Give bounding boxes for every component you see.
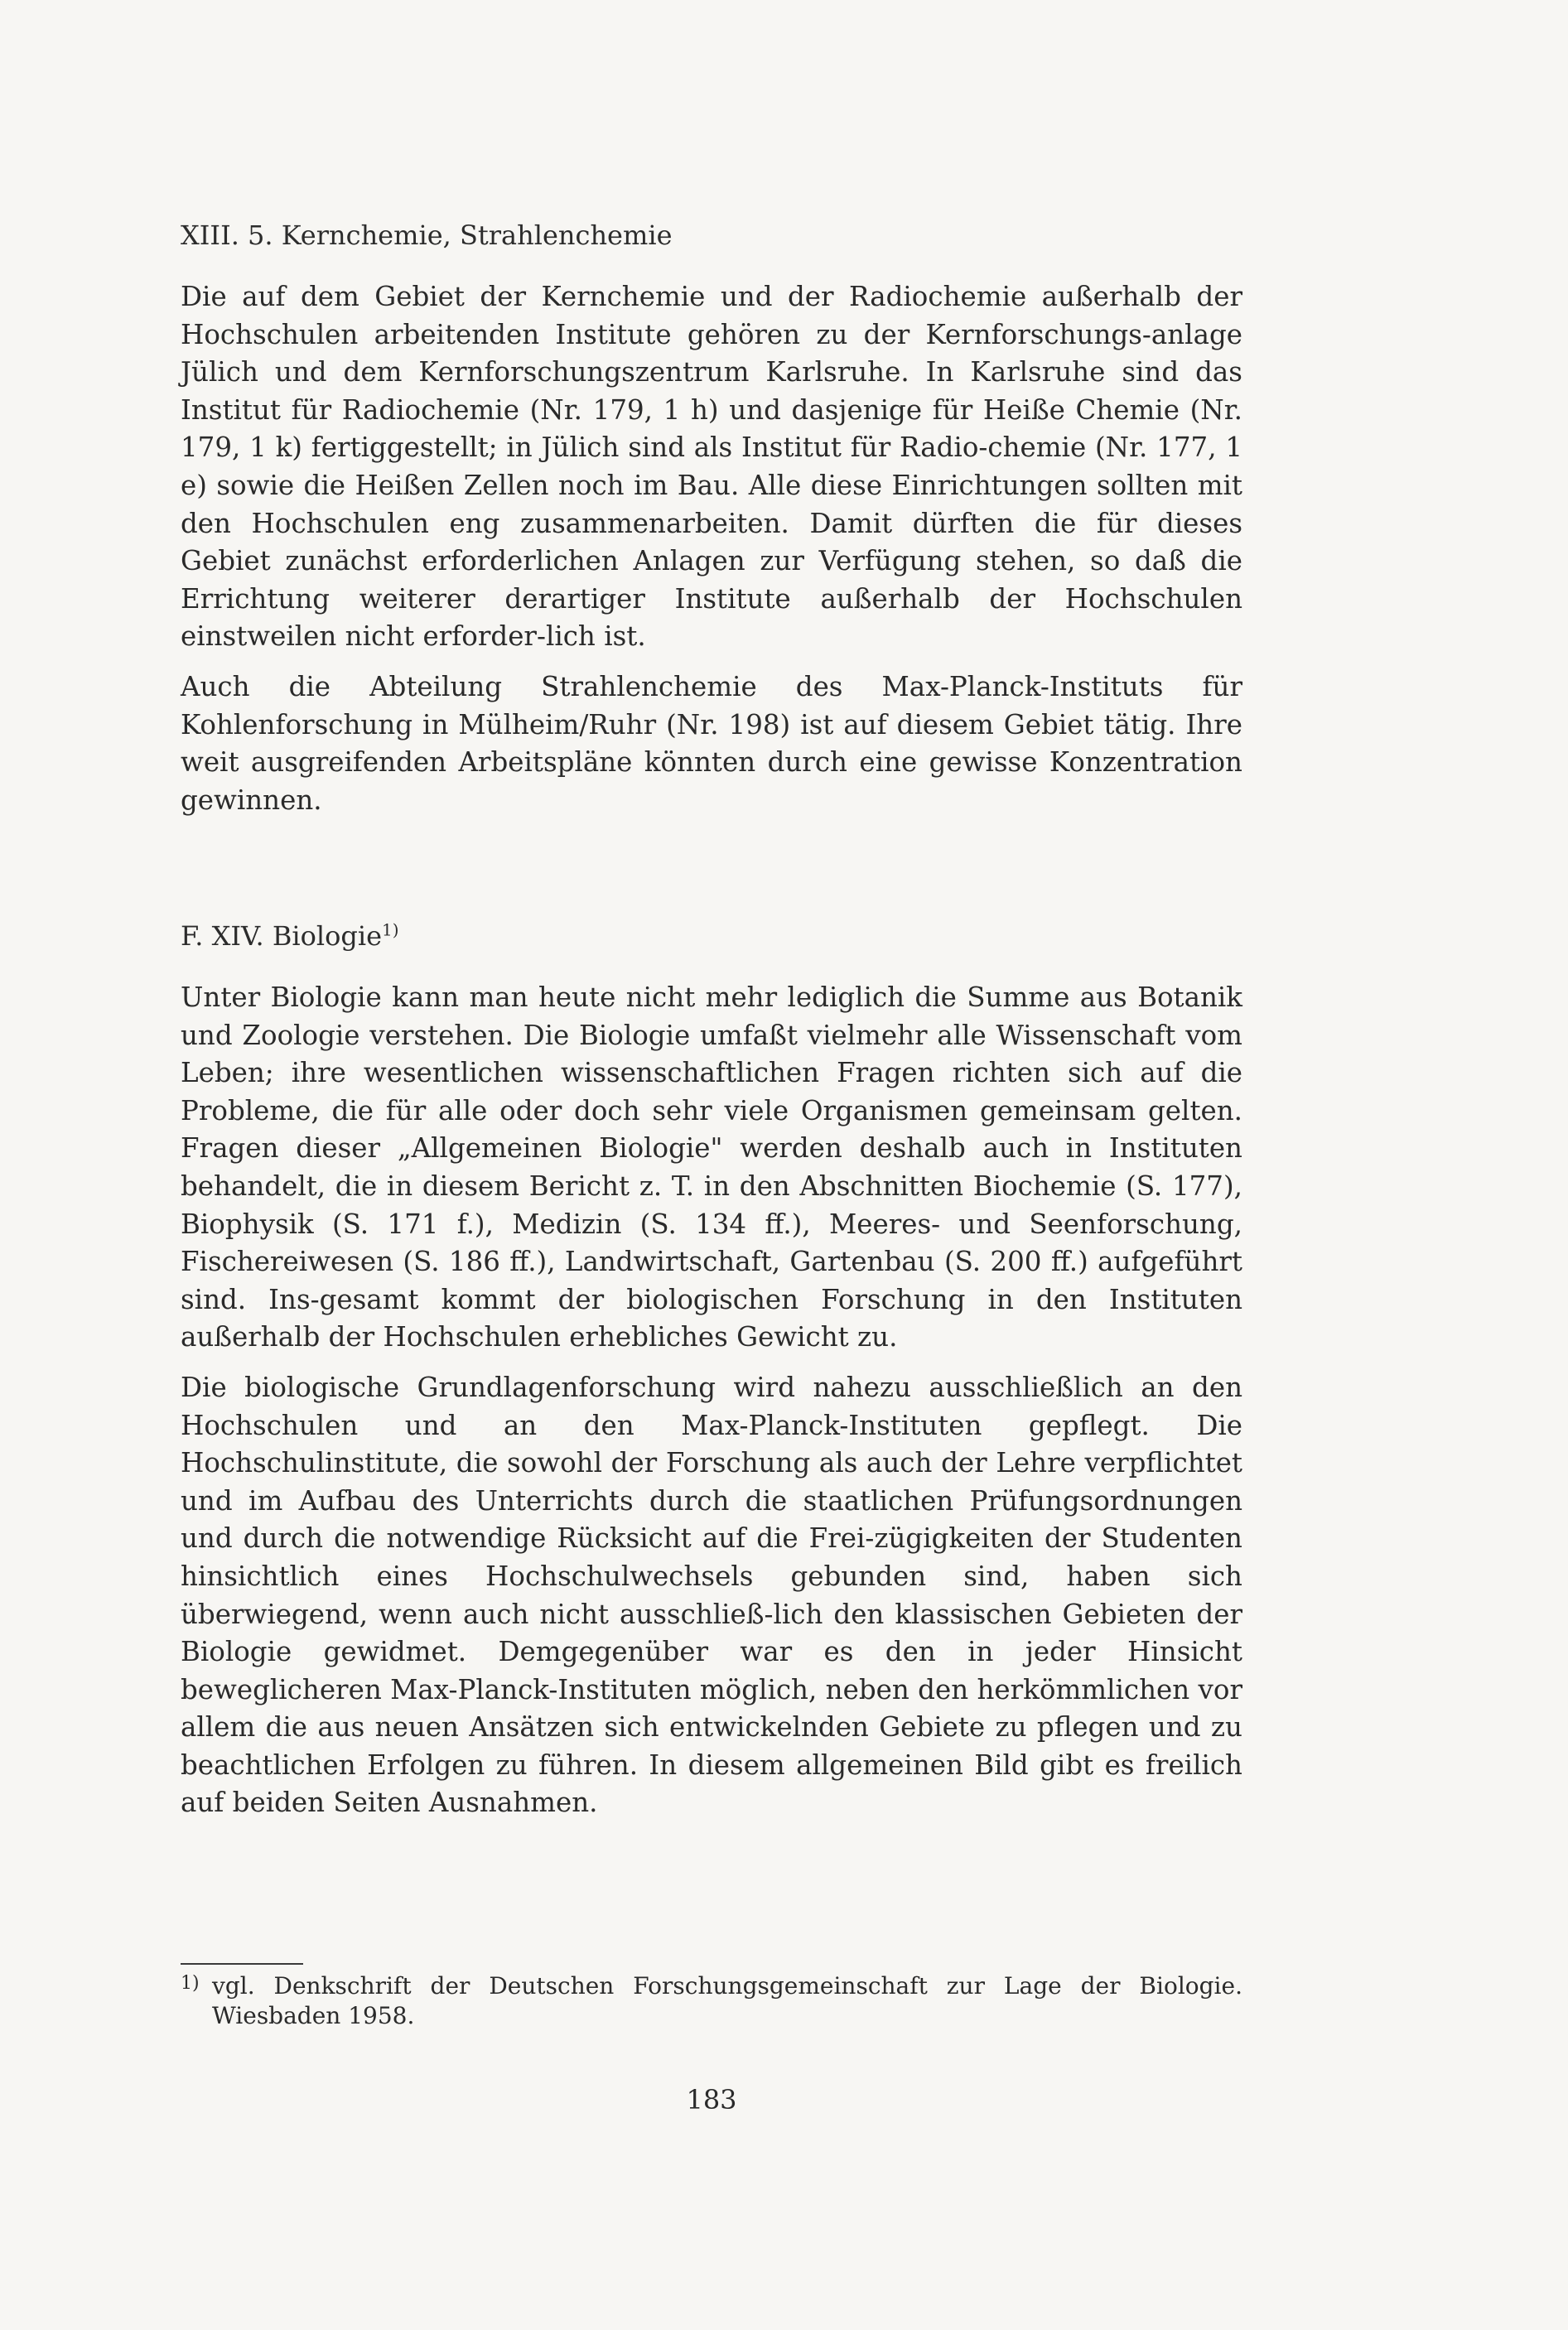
page-number: 183 (686, 2084, 737, 2115)
footnote-reference: 1) (382, 919, 399, 940)
document-page (181, 0, 1242, 2330)
section-heading-text: F. XIV. Biologie (181, 920, 383, 952)
section-body-kernchemie (181, 278, 1242, 832)
paragraph: Auch die Abteilung Strahlenchemie des Max-Planck-Instituts für Kohlenforschung in Mülheim/Ruhr (Nr. 198) ist auf diesem Gebiet tätig. Ihre weit ausgreifenden Arbeitspläne könnten durch eine gewisse Konzentration gewinnen. (181, 670, 1242, 816)
footnote-marker: 1) (181, 1973, 200, 1994)
footnote-divider (181, 1963, 303, 1965)
footnote-row (181, 1971, 1242, 2031)
section-heading-kernchemie: XIII. 5. Kernchemie, Strahlenchemie (181, 219, 673, 251)
paragraph: Die auf dem Gebiet der Kernchemie und der Radiochemie außerhalb der Hochschulen arbeitenden Institute gehören zu der Kernforschungs-anlage Jülich und dem Kernforschungszentrum Karlsruhe. In Karlsruhe sind das Institut für Radiochemie (Nr. 179, 1 h) und dasjenige für Heiße Chemie (Nr. 179, 1 k) fertiggestellt; in Jülich sind als Institut für Radio-chemie (Nr. 177, 1 e) sowie die Heißen Zellen noch im Bau. Alle diese Einrichtungen sollten mit den Hochschulen eng zusammenarbeiten. Damit dürften die für dieses Gebiet zunächst erforderlichen Anlagen zur Verfügung stehen, so daß die Errichtung weiterer derartiger Institute außerhalb der Hochschulen einstweilen nicht erforder-lich ist. (181, 281, 1242, 653)
footnote (181, 1971, 1242, 2031)
footnote-text: vgl. Denkschrift der Deutschen Forschungsgemeinschaft zur Lage der Biologie. Wiesbaden 1958. (212, 1972, 1242, 2029)
section-body-biologie (181, 979, 1242, 1835)
section-heading-biologie (181, 918, 399, 954)
paragraph: Unter Biologie kann man heute nicht mehr lediglich die Summe aus Botanik und Zoologie verstehen. Die Biologie umfaßt vielmehr alle Wissenschaft vom Leben; ihre wesentlichen wissenschaftlichen Fragen richten sich auf die Probleme, die für alle oder doch sehr viele Organismen gemeinsam gelten. Fragen dieser „Allgemeinen Biologie" werden deshalb auch in Instituten behandelt, die in diesem Bericht z. T. in den Abschnitten Biochemie (S. 177), Biophysik (S. 171 f.), Medizin (S. 134 ff.), Meeres- und Seenforschung, Fischereiwesen (S. 186 ff.), Landwirtschaft, Gartenbau (S. 200 ff.) aufgeführt sind. Ins-gesamt kommt der biologischen Forschung in den Instituten außerhalb der Hochschulen erhebliches Gewicht zu. (181, 982, 1242, 1353)
paragraph: Die biologische Grundlagenforschung wird nahezu ausschließlich an den Hochschulen und an den Max-Planck-Instituten gepflegt. Die Hochschulinstitute, die sowohl der Forschung als auch der Lehre verpflichtet und im Aufbau des Unterrichts durch die staatlichen Prüfungsordnungen und durch die notwendige Rücksicht auf die Frei-zügigkeiten der Studenten hinsichtlich eines Hochschulwechsels gebunden sind, haben sich überwiegend, wenn auch nicht ausschließ-lich den klassischen Gebieten der Biologie gewidmet. Demgegenüber war es den in jeder Hinsicht beweglicheren Max-Planck-Instituten möglich, neben den herkömmlichen vor allem die aus neuen Ansätzen sich entwickelnden Gebiete zu pflegen und zu beachtlichen Erfolgen zu führen. In diesem allgemeinen Bild gibt es freilich auf beiden Seiten Ausnahmen. (181, 1371, 1242, 1819)
